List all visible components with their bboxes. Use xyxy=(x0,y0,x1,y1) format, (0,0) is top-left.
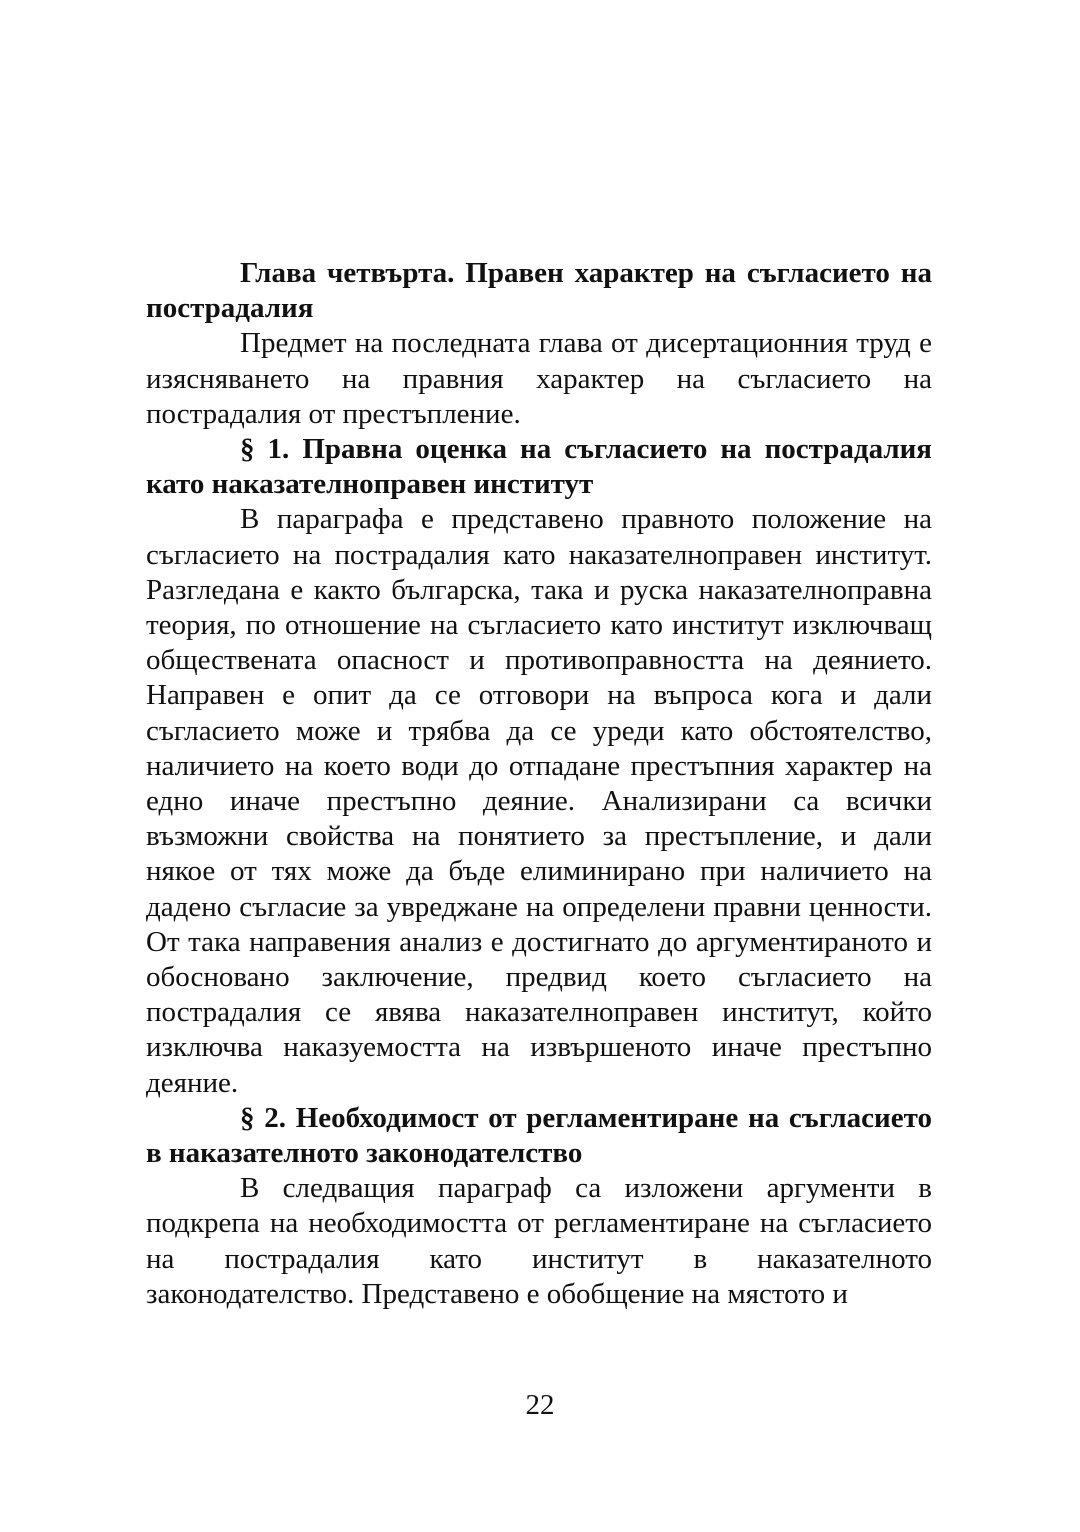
chapter-intro-paragraph: Предмет на последната глава от дисертационния труд е изясняването на правния характер на съгласието на пострадалия от престъпление. xyxy=(146,327,932,430)
section-2-paragraph: В следващия параграф са изложени аргументи в подкрепа на необходимостта от регламентиране на съгласието на пострадалия като институт в наказателното законодателство. Представено е обобщение на мястото и xyxy=(146,1172,932,1310)
chapter-heading: Глава четвърта. Правен характер на съгласието на пострадалия xyxy=(146,257,932,325)
page-number: 22 xyxy=(525,1389,555,1421)
section-1-heading: § 1. Правна оценка на съгласието на пострадалия като наказателноправен институт xyxy=(146,433,932,501)
section-2-heading: § 2. Необходимост от регламентиране на съгласието в наказателното законодателство xyxy=(146,1101,932,1170)
document-page xyxy=(146,256,932,1312)
section-1-paragraph: В параграфа е представено правното положение на съгласието на пострадалия като наказателноправен институт. Разгледана е както българска, така и руска наказателноправна теория, по отношение на съгласието като институт изключващ обществената опасност и противоправността на деянието. Направен е опит да се отговори на въпроса кога и дали съгласието може и трябва да се уреди като обстоятелство, наличието на което води до отпадане престъпния характер на едно иначе престъпно деяние. Анализирани са всички възможни свойства на понятието за престъпление, и дали някое от тях може да бъде елиминирано при наличието на дадено съгласие за увреджане на определени правни ценности. От така направения анализ е достигнато до аргументираното и обосновано заключение, предвид което съгласието на пострадалия се явява наказателноправен институт, който изключва наказуемостта на извършеното иначе престъпно деяние. xyxy=(146,503,932,1099)
